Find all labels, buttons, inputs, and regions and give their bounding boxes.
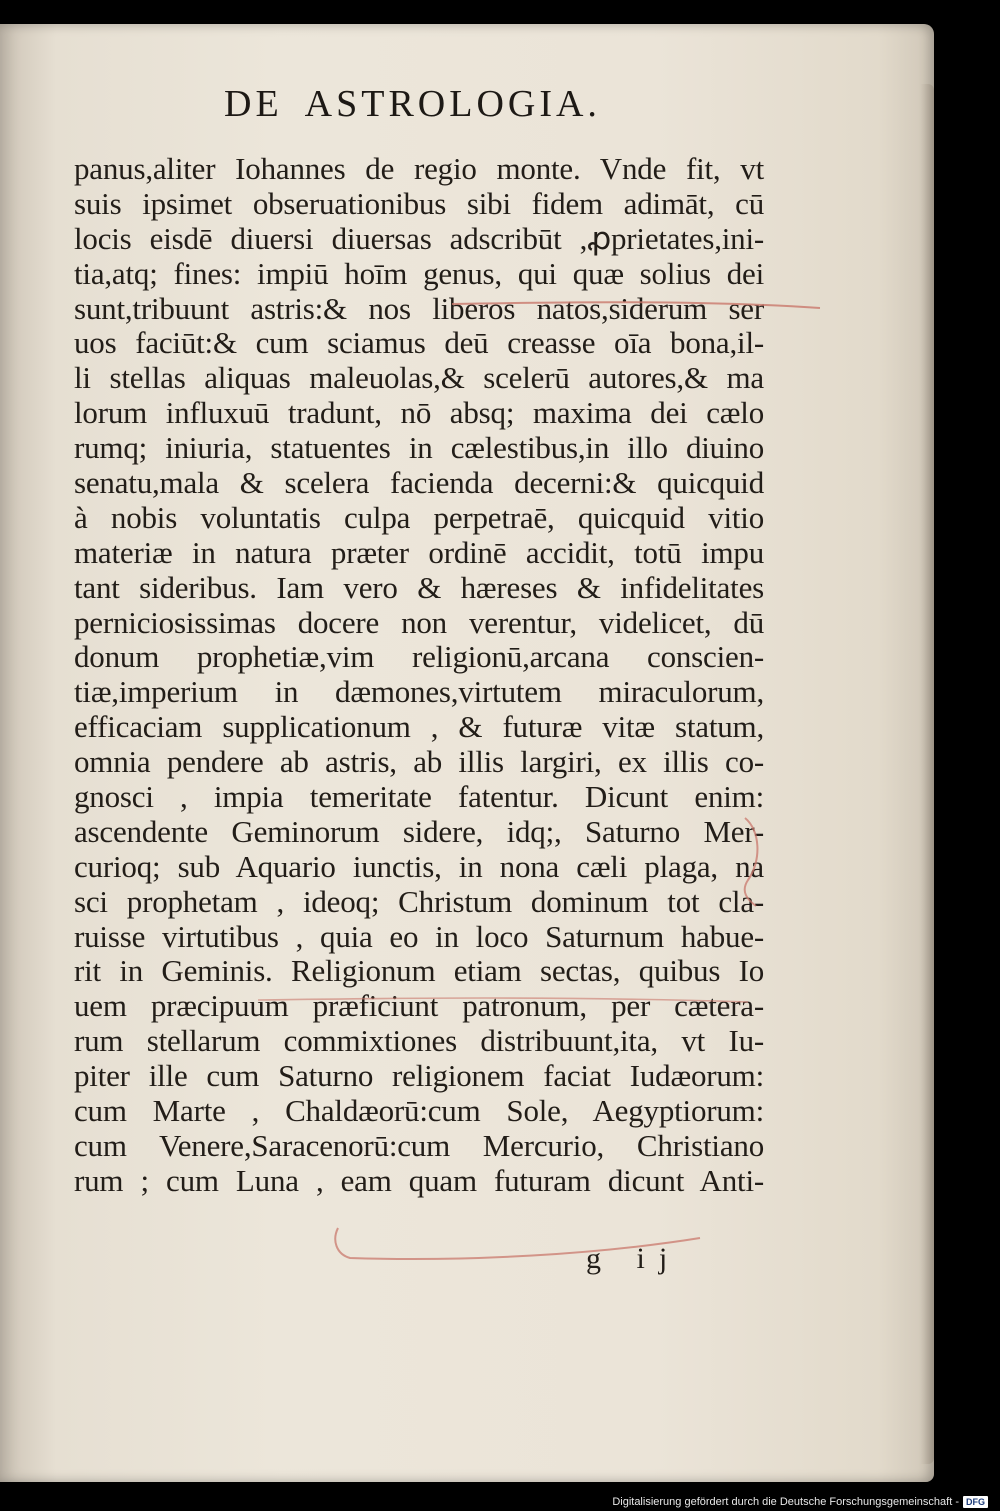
text-line: li stellas aliquas maleuolas,& scelerū autores,& ma [74,360,764,396]
text-line: ascendente Geminorum sidere, idq;, Saturno Mer- [74,813,764,849]
text-line: tiæ,imperium in dæmones,virtutem miraculorum, [74,674,764,710]
text-line: tant sideribus. Iam vero & hæreses & infidelitates [74,569,764,605]
text-line: rum ; cum Luna , eam quam futuram dicunt Anti- [74,1162,764,1198]
text-line: rumq; iniuria, statuentes in cælestibus,in illo diuino [74,430,764,466]
footer-credit [612,1496,988,1508]
text-line: piter ille cum Saturno religionem faciat Iudæorum: [74,1058,764,1094]
body-text [74,152,764,1199]
running-head-word: ASTROLOGIA. [304,83,601,125]
text-line: uem præcipuum præficiunt patronum, per cætera- [74,988,764,1024]
running-head-word: DE [224,83,283,125]
text-line: perniciosissimas docere non verentur, videlicet, dū [74,604,764,640]
text-line: sunt,tribuunt astris:& nos liberos natos,siderum ser [74,290,764,326]
signature-mark: g ij [586,1242,682,1275]
text-line: senatu,mala & scelera facienda decerni:& quicquid [74,465,764,501]
page-edge [920,84,934,1464]
text-line: panus,aliter Iohannes de regio monte. Vnde fit, vt [74,151,764,186]
text-line: lorum influxuū tradunt, nō absq; maxima dei cælo [74,395,764,431]
footer-text: Digitalisierung gefördert durch die Deutsche Forschungsgemeinschaft - [612,1496,959,1508]
text-line: efficaciam supplicationum , & futuræ vitæ statum, [74,709,764,745]
text-line: à nobis voluntatis culpa perpetraē, quicquid vitio [74,499,764,535]
text-line: materiæ in natura præter ordinē accidit, totū impu [74,534,764,570]
text-line: cum Marte , Chaldæorū:cum Sole, Aegyptiorum: [74,1093,764,1129]
text-line: rum stellarum commixtiones distribuunt,ita, vt Iu- [74,1023,764,1059]
text-line: gnosci , impia temeritate fatentur. Dicunt enim: [74,779,764,815]
running-head [224,82,623,126]
text-line: locis eisdē diuersi diuersas adscribūt ,ꝓprietates,ini- [74,220,764,256]
text-line: omnia pendere ab astris, ab illis largiri, ex illis co- [74,744,764,780]
text-line: uos faciūt:& cum sciamus deū creasse oīa bona,il- [74,325,764,361]
text-line: ruisse virtutibus , quia eo in loco Saturnum habue- [74,918,764,954]
text-line: rit in Geminis. Religionum etiam sectas, quibus Io [74,953,764,989]
dfg-logo: DFG [963,1496,988,1508]
text-line: donum prophetiæ,vim religionū,arcana conscien- [74,639,764,675]
text-line: curioq; sub Aquario iunctis, in nona cæli plaga, na [74,848,764,884]
text-line: sci prophetam , ideoq; Christum dominum tot cla- [74,883,764,919]
text-line: cum Venere,Saracenorū:cum Mercurio, Christiano [74,1127,764,1163]
text-line: suis ipsimet obseruationibus sibi fidem adimāt, cū [74,185,764,221]
text-line: tia,atq; fines: impiū hoīm genus, qui quæ solius dei [74,255,764,291]
